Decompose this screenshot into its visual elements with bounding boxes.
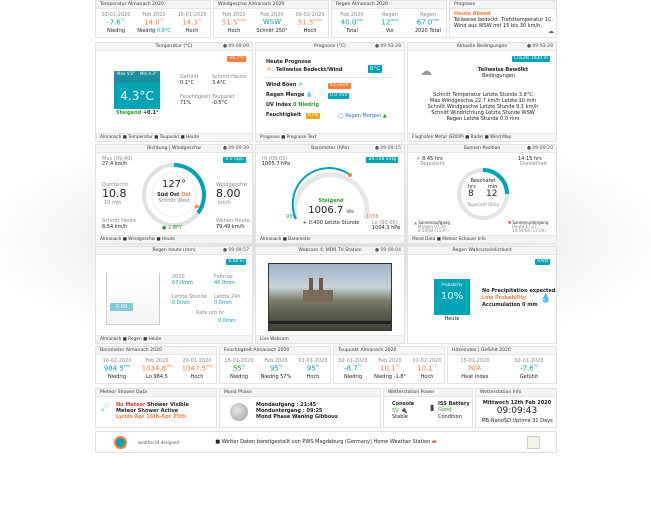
col1-label: Total [346,28,358,34]
meteor-lyrids: Lyrids Apr 16th-Apr 25th [116,414,186,420]
hrs-value: 8 [468,189,474,199]
moon-card [219,388,381,428]
col2-date: Feb 2020 [145,358,169,364]
col2-value: WSW [262,18,282,26]
col1-label: Niedrig [107,28,125,34]
temperature-card [95,42,253,142]
summary-line: Schnitt Windrichtung Letzte Stunde WSW [431,110,535,116]
condition-sub: Bedingungen [482,73,516,79]
station-uptime: MB-NanoSD Uptime 31 Days [481,418,553,424]
card-title: Regen Wahrscheinlichkeit [408,247,556,255]
wind-direction: Süd Ost Ost [157,192,191,198]
card-title: Taupunkt Almanach 2020 [334,347,444,355]
card-title: Barometer Almanach 2020 [96,347,216,355]
battery-value: Good [438,407,452,413]
inhg-badge: 29.728 inHg [368,157,396,162]
lo-label: Lo (00:00) [372,220,398,226]
moon-phase: Mond Phase Waning Gibbous [256,414,338,420]
maxmin-box [114,71,160,83]
col2-label: Niedrig 0.8°C [137,28,171,34]
col1-label: Niedrig [108,374,126,380]
card-title: Barometer (hPa) ● 09:09:15 [256,145,404,153]
card-title: Richtung | Windgeschw ● 09:09:39 [96,145,252,153]
col1-date: 15-01-2020 [460,358,490,364]
col3-label: Hoch [190,374,204,380]
divider [266,77,394,78]
humidity-label: Feuchtigkeit [180,94,211,100]
humidity-badge: 67% [308,113,319,118]
hour-label: Letzte Stunde [172,294,207,300]
heat-index-card [447,346,557,384]
card-title: Hitzeindex | Gefühlt 2020 [448,347,556,355]
col1-date: 02-01-2020 [101,12,131,18]
day-label: Letzte 24h [214,294,241,300]
col2-label: Niedrig 57% [260,374,292,380]
avg-value: 3.4°C [212,80,226,86]
rain-badge: RAIN [537,259,548,264]
current-temp: 4.3°C [114,83,160,109]
webcam-card [255,246,405,344]
data-source-text: ■ Wetter Daten bereitgestellt von PWS Magdeburg (Germany) Home Weather Station ▬ [215,439,437,445]
col2-date: Regen [382,12,398,18]
probability-label: Probability [441,282,463,287]
hi-value: 1005.7 hPa [262,161,291,167]
humidity-value: 71% [180,100,192,106]
col3-label: Hoch [306,374,320,380]
webcam-image[interactable] [268,263,392,331]
col3-date: 01-02-2020 [412,358,442,364]
designer-credit[interactable]: weather34 designed [138,440,180,445]
col2-value: $1034.8^{hPa}$ [141,364,173,373]
col2-label: Schnitt 250° [256,28,288,34]
card-title: Prognose [450,1,556,9]
col3-date: Regen [420,12,436,18]
sunrise: ▲ Sonnenaufgang [414,220,450,225]
col1-value: $-7.6^{^\circ C}$ [107,18,125,27]
avg-sub: 10 min [104,200,122,206]
col1-value: $984.5^{hPa}$ [103,364,131,373]
card-title: Prognose (°C) ● 09:53:28 [256,43,404,51]
col3-label: Hoch [420,374,434,380]
col1-value: $40.0^{mm}$ [340,18,364,27]
weather-icon: ☁ [420,64,432,78]
col1-label: Niedrig [230,374,248,380]
card-tabs[interactable]: Almanach ■ Regen ■ Heute [96,335,252,343]
rain-today-card [95,246,253,344]
rain-probability-card [407,246,557,344]
sunrise-time: Morgen 07:39 [418,224,446,229]
gust-label: Wind Böen ↗ [266,82,303,88]
rain-amount-label: Regen Menge 💧 [266,92,313,98]
card-tabs[interactable]: Mond Data ■ Meteor Schauer Info [408,235,556,243]
prognose-temp-badge: 6°C [370,66,381,72]
rain-gauge [106,273,160,325]
hrs-label: hrs [468,184,476,190]
year-value: 67.0mm [172,280,193,286]
col3-date: 01-01-2020 [298,358,328,364]
console-label: Console [392,401,415,407]
avg-label: Durchschn [102,182,129,188]
rain-inch-badge: 0.00 in [228,259,244,264]
temp-trend: Steigend +0.1° [116,110,159,116]
col2-label: Gefühlt [519,374,539,380]
forecast-mini-card [449,0,557,38]
card-title: Webcam © MDR TV Station ● 09:09:04 [256,247,404,255]
forecast-line: Teilweise bedeckt. Tiefsttemperatur 1C. [454,17,554,23]
card-tabs[interactable]: Almanach ■ Temperatur ■ Taupunkt ■ Heute [96,133,252,141]
cloud-icon: ☁ [548,28,554,35]
wind-direction-sub: Schnitt West [158,198,190,204]
wind-degree: 127° [161,179,187,190]
month-label: Februar [214,274,234,280]
col1-label: Heat Index [461,374,489,380]
baro-almanac-card [95,346,217,384]
card-title: Meteor Shower Data [96,389,216,397]
col2-value: $10.1^{^\circ C}$ [380,364,400,373]
daylight-left: Tageslicht Übrig [467,202,499,207]
page-footer [95,431,557,453]
battery-status: Condition [438,414,462,420]
sunset-pos: 14:54/64 (17.09) [512,228,546,233]
card-tabs[interactable]: Almanach ■ Barometer [256,235,404,243]
col2-date: Feb 2020 [260,12,284,18]
card-title: Temperatur (°C) ● 09:09:09 [96,43,252,51]
col1-date: 15-01-2020 [224,358,254,364]
avg-value: 10.8 [102,187,127,200]
console-value: 5V 🔌 [392,407,408,414]
col3-date: 20-01-2020 [182,358,212,364]
col2-value: $14.0^{^\circ C}$ [144,18,164,27]
rate-label: Rate pro hr [196,310,225,316]
wind-card [95,144,253,244]
pressure-change: + 0.400 Letzte Stunde [302,220,360,226]
col1-value: $-8.7^{^\circ C}$ [344,364,362,373]
moon-icon [230,403,248,421]
dew-value: -0.5°C [212,100,228,106]
uv-label: UV Index 0 Niedrig [266,102,319,108]
card-title: Regen heute (mm) ● 09:09:57 [96,247,252,255]
sun-position-card [407,144,557,244]
avg-label: Schnitt Heute [212,74,247,80]
battery-icon: ▮ [430,403,435,412]
col2-label: Vor [385,28,395,34]
summary-line: Schnitt Temperatur Letzte Stunde 3.8°C [433,92,533,98]
rain-almanac-card [331,0,447,38]
summary-line: Regen Letzte Stunde 0.0 mm [446,116,520,122]
sunset-time: Heute 17:27 [512,224,537,229]
col3-label: Hoch [185,28,199,34]
hi-label: Hi (09:03) [262,156,288,162]
meteor-icon: ☄ [101,403,110,414]
card-title: Regen Almanach 2020 [332,1,446,9]
day-value: 0.0mm [214,300,232,306]
col3-label: Hoch [303,28,317,34]
feels-value: 0.1°C [180,80,194,86]
forecast-period: Heute Abend [454,11,491,17]
rain-amount-badge: 0.0 mm [330,93,348,98]
speed-value: 8.00 [216,187,241,200]
min-value: 12 [486,189,498,199]
probability-box [434,279,470,315]
station-power-card [383,388,473,428]
max-wind-label: Max (09:40) [102,156,133,162]
temp-f-badge: 39.7°F [229,56,244,61]
darkness-label: Dunkelheit [520,161,547,167]
gust-badge: 63 km/h [330,83,349,88]
cloud-base-badge: Clouds 1920 m [514,56,548,61]
station-date: Mittwoch 12th Feb 2020 [482,400,552,406]
col3-value: $1047.5^{hPa}$ [181,364,213,373]
probability-value: 10% [440,291,464,302]
lo-value: 1004.3 hPa [372,225,401,231]
condition-desc: Teilweise Bewölkt [478,67,529,73]
card-title: Mond Phase [220,389,380,397]
feels-label: Gefühlt [180,74,199,80]
moonrise: Mondaufgang : 21:45 [256,402,317,408]
col1-date: Feb 2020 [222,12,246,18]
today-gust-label: Wehen Heute [216,218,250,224]
prognose-card [255,42,405,142]
precip-accum-text: Accumulation 0 mm [482,302,538,308]
meteor-visible: No Meteor Shower Visible [116,402,189,408]
scale-min: 935 [286,214,296,220]
cloud-sun-icon: ⛅ [266,66,274,73]
max-wind-value: 27.4 km/h [102,161,128,167]
speed-label: Windgeschw [216,182,248,188]
pressure-trend: Steigend [318,198,344,204]
card-title: Temperatur Almanach 2020 [96,1,210,9]
precip-prob-text: Low Probability [482,295,526,301]
pressure-gauge [288,165,374,225]
col2-date: Feb 2020 [264,358,288,364]
wind-mph-badge: 4.0 mph [225,157,244,162]
dew-almanac-card [333,346,445,384]
card-tabs[interactable]: Almanach ■ Windgeschw ■ Heute [96,235,252,243]
rain-gauge-value: 0.00 [110,303,133,311]
col1-value: $51.5^{km/h}$ [221,18,247,27]
col2-date: 02-01-2020 [514,358,544,364]
sunset: ▼ Sonnenuntergang [508,220,549,225]
current-conditions-card [407,42,557,142]
precip-text: No Precipitation expected [482,288,556,294]
col2-date: Feb 2020 [378,358,402,364]
darkness-value: 14:15 hrs [518,156,542,162]
meteor-card [95,388,217,428]
barometer-card [255,144,405,244]
today-avg-label: Schnitt Heute [102,218,137,224]
sun-icon: ☀ 8.45 hrs [416,156,443,162]
prognose-desc: Teilweise Bedeckt/Wind [276,67,343,73]
temp-almanac-card [95,0,211,38]
min-label: Min 4.3° [140,71,157,76]
card-tabs[interactable]: Flughafen Metar (EDDP) ■ Radar ■ Wind Map [408,133,556,141]
bft-value: ● 2 BFT [162,225,182,231]
card-title: Windgeschw Almanach 2020 [214,1,328,9]
col2-value: $12^{days}$ [381,18,399,27]
hour-value: 0.0mm [172,300,190,306]
scale-max: 1056 [366,214,379,220]
wind-almanac-card [213,0,329,38]
forecast-line: Wind aus WSW mit 15 bis 30 km/h. [454,23,542,29]
cathedral-body [303,290,333,302]
humidity-almanac-card [219,346,331,384]
station-time: 09:09:43 [496,406,538,416]
col3-value: $10.1^{^\circ C}$ [417,364,437,373]
col3-date: 15-01-2020 [177,12,207,18]
console-status: Stable [392,414,408,420]
card-title: Aktuelle Bedingungen ● 09:53:28 [408,43,556,51]
weather34-logo-icon[interactable] [114,436,127,449]
col3-value: 95% [306,364,320,373]
col3-label: 2020 Total [415,28,441,34]
col3-value: $14.3^{^\circ C}$ [182,18,202,27]
today-gust-value: 79.49 km/h [216,224,245,230]
card-tabs[interactable]: Prognose ■ Prognose Text [256,133,404,141]
raindrop-icon: 💧 [540,294,552,304]
card-title: Wetterstation Power [384,389,472,397]
today-avg-value: 8.54 km/h [102,224,128,230]
humidity-label: Feuchtigkeit [266,112,302,118]
summary-line: Schnitt Windgeschw Letzte Stunde 9.1 km/h [427,104,539,110]
col2-label: Niedrig -1.8° [374,374,406,380]
sunrise-pos: 8:50/64 (15.9°) [418,228,449,233]
daylight-label: Tageslicht [420,161,445,167]
col3-date: 09-02-2020 [295,12,325,18]
card-title: Sonnen Position ● 09:09:20 [408,145,556,153]
settings-icon[interactable] [527,436,540,449]
speed-unit: km/h [218,200,231,206]
dew-label: Taupunkt [212,94,235,100]
col1-label: Niedrig [344,374,362,380]
month-value: 40.0mm [214,280,235,286]
col1-value: 55% [232,364,246,373]
col1-date: Feb 2020 [340,12,364,18]
col3-value: $51.5^{km/h}$ [297,18,323,27]
rate-value: 0.0mm [218,318,236,324]
battery-label: ISS Battery [438,401,470,407]
shade-label: Beschatet [470,178,496,184]
summary-line: Max Windgeschw 22.7 km/h Letzte 10 min [429,98,537,104]
card-title: Feuchtigkeit Almanach 2020 [220,347,330,355]
prognose-heading: Heute Prognose [266,59,312,65]
sun-dial [456,167,510,221]
col1-value: N/A [468,364,482,372]
card-title: Wetterstation Info [476,389,556,397]
col2-value: $-7.6^{^\circ C}$ [520,364,538,373]
col1-label: Hoch [227,28,241,34]
meteor-active: Meteor Shower Active [116,408,179,414]
max-label: Max 4.8° [117,71,135,76]
rain-tomorrow: ◯ Regen Morgen ▲ [338,113,387,119]
col2-label: Lo 984.5 [146,374,168,380]
col3-value: $67.0^{mm}$ [416,18,440,27]
min-label: min [488,184,498,190]
video-controls[interactable] [269,321,391,324]
station-info-card [475,388,557,428]
year-label: 2020 [172,274,185,280]
pressure-value: 1006.7 hPa [308,205,354,216]
col1-date: 02-01-2020 [338,358,368,364]
col1-date: 10-02-2020 [102,358,132,364]
probability-period: Heute [444,316,460,322]
moonset: Monduntergang : 09:25 [256,408,323,414]
card-tabs[interactable]: Live Webcam [256,335,404,343]
col2-value: 95% [269,364,283,373]
col2-date: Feb 2020 [142,12,166,18]
